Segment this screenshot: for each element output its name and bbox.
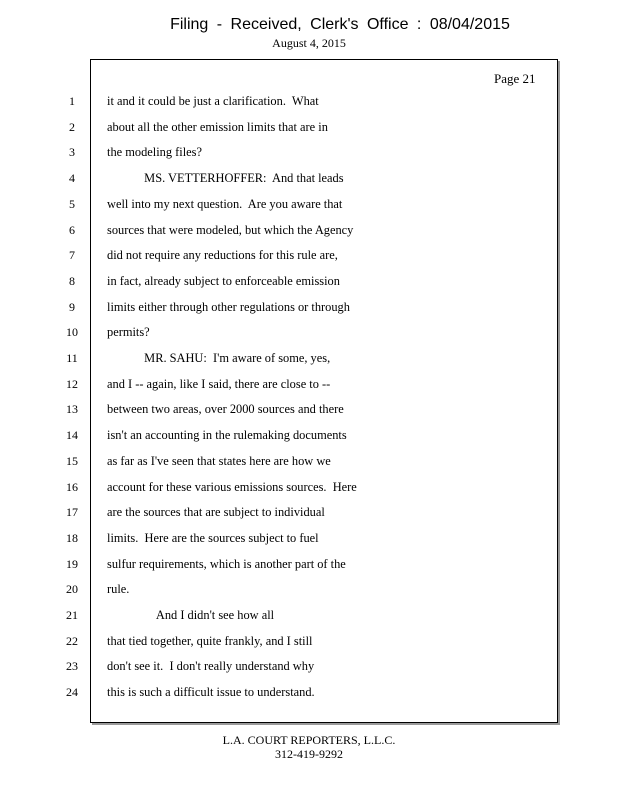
filing-stamp: Filing - Received, Clerk's Office : 08/04/2015 (170, 16, 510, 33)
line-number: 22 (66, 634, 78, 648)
line-number: 23 (66, 659, 78, 673)
line-number: 20 (66, 582, 78, 596)
transcript-line: don't see it. I don't really understand why (107, 659, 315, 673)
line-number: 3 (69, 145, 75, 159)
transcript-line: MS. VETTERHOFFER: And that leads (107, 171, 344, 185)
transcript-line: are the sources that are subject to individual (107, 505, 325, 519)
line-number: 1 (69, 94, 75, 108)
line-number: 5 (69, 197, 75, 211)
line-number: 21 (66, 608, 78, 622)
line-number: 18 (66, 531, 78, 545)
line-number: 19 (66, 557, 78, 571)
line-number: 6 (69, 223, 75, 237)
transcript-line: account for these various emissions sources. Here (107, 480, 357, 494)
transcript-line: sources that were modeled, but which the Agency (107, 223, 354, 237)
transcript-line: well into my next question. Are you aware that (107, 197, 343, 211)
line-number: 15 (66, 454, 78, 468)
header-date: August 4, 2015 (272, 36, 346, 50)
transcript-line: as far as I've seen that states here are how we (107, 454, 331, 468)
transcript-line: this is such a difficult issue to understand. (107, 685, 315, 699)
line-number: 8 (69, 274, 75, 288)
line-number: 11 (66, 351, 78, 365)
line-number: 9 (69, 300, 75, 314)
line-number: 13 (66, 402, 78, 416)
line-number: 2 (69, 120, 75, 134)
transcript-line: isn't an accounting in the rulemaking documents (107, 428, 347, 442)
page-number: Page 21 (494, 71, 536, 86)
transcript-line: limits either through other regulations or through (107, 300, 350, 314)
reporter-phone: 312-419-9292 (275, 747, 343, 761)
transcript-line: And I didn't see how all (107, 608, 275, 622)
line-number: 7 (69, 248, 75, 262)
transcript-line: rule. (107, 582, 130, 596)
transcript-line: about all the other emission limits that are in (107, 120, 328, 134)
transcript-line: it and it could be just a clarification. What (107, 94, 319, 108)
line-number: 16 (66, 480, 78, 494)
line-number: 10 (66, 325, 78, 339)
transcript-line: did not require any reductions for this rule are, (107, 248, 338, 262)
line-number: 4 (69, 171, 75, 185)
transcript-line: limits. Here are the sources subject to fuel (107, 531, 319, 545)
line-number: 12 (66, 377, 78, 391)
transcript-line: between two areas, over 2000 sources and there (107, 402, 344, 416)
line-number: 17 (66, 505, 78, 519)
transcript-line: MR. SAHU: I'm aware of some, yes, (107, 351, 331, 365)
transcript-line: that tied together, quite frankly, and I still (107, 634, 313, 648)
transcript-line: in fact, already subject to enforceable emission (107, 274, 340, 288)
line-number: 24 (66, 685, 78, 699)
transcript-line: and I -- again, like I said, there are close to -- (107, 377, 331, 391)
transcript-line: the modeling files? (107, 145, 202, 159)
transcript-line: permits? (107, 325, 150, 339)
reporter-company: L.A. COURT REPORTERS, L.L.C. (222, 733, 396, 747)
line-number: 14 (66, 428, 78, 442)
transcript-line: sulfur requirements, which is another part of the (107, 557, 346, 571)
